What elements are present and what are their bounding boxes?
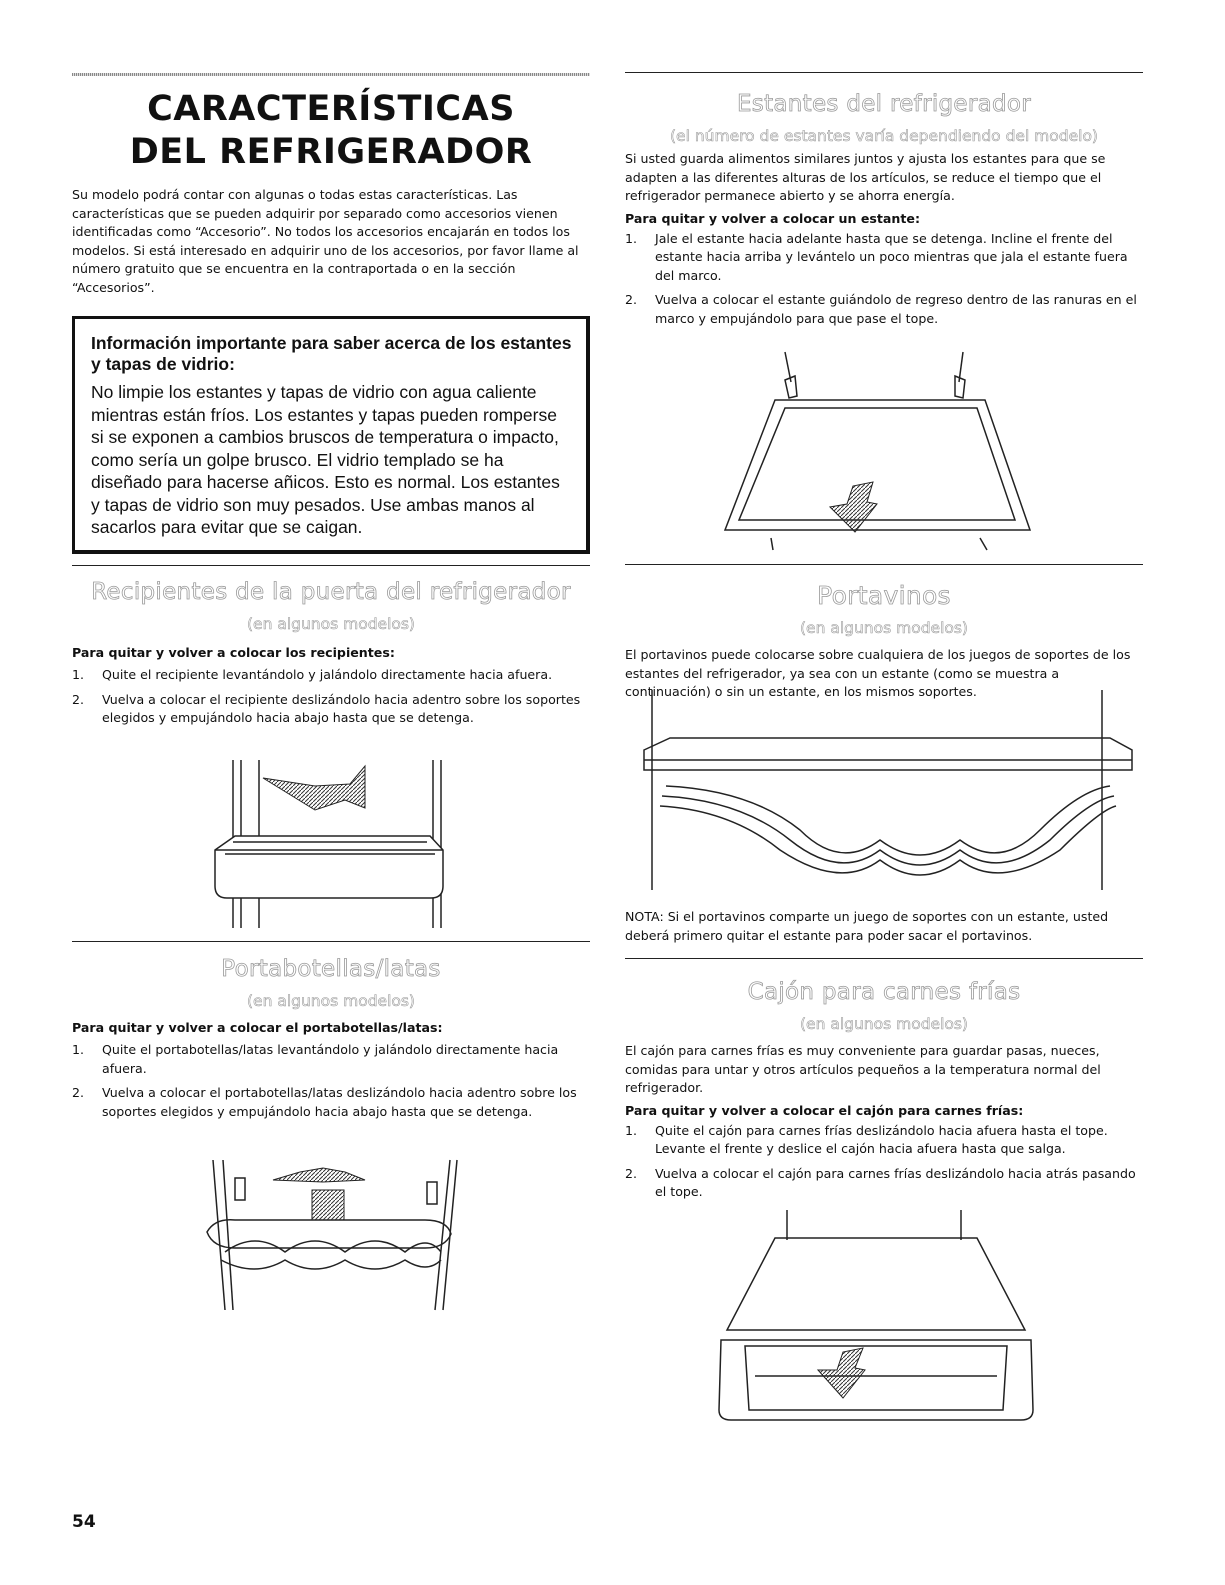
arrow-icon	[830, 482, 877, 532]
list-item: 2. Vuelva a colocar el portabotellas/latas deslizándolo hacia adentro sobre los soportes elegidos y empujándolo hacia abajo hasta que se detenga.	[72, 1085, 577, 1119]
page-title-line1: CARACTERÍSTICAS	[147, 89, 515, 129]
note-text: Si el portavinos comparte un juego de soportes con un estante, usted deberá primero quitar el estante para poder sacar el portavinos.	[625, 909, 1109, 943]
arrow-icon	[273, 1168, 365, 1182]
wine-rack-note	[625, 908, 1143, 945]
arrow-icon	[818, 1348, 865, 1398]
intro-paragraph: Su modelo podrá contar con algunas o todas estas características. Las características que se pueden adquirir por separado como accesorios vienen identificadas como “Accesorio”. No todos los accesorios encajarán en todos los modelos. Si está interesado en adquirir uno de los accesorios, por favor llame al número gratuito que se encuentra en la contraportada o en la sección “Accesorios”.	[72, 187, 579, 295]
info-box-heading: Información importante para saber acerca de los estantes y tapas de vidrio:	[91, 333, 572, 374]
list-item: 2. Vuelva a colocar el estante guiándolo de regreso dentro de las ranuras en el marco y empujándolo para que pase el tope.	[625, 292, 1137, 326]
door-bins-rule	[72, 565, 590, 566]
can-rack-heading: Para quitar y volver a colocar el portabotellas/latas:	[72, 1020, 443, 1035]
deli-drawer-illustration	[715, 1210, 1045, 1440]
list-item: 2. Vuelva a colocar el cajón para carnes frías deslizándolo hacia atrás pasando el tope.	[625, 1165, 1136, 1199]
deli-drawer-subtitle: (en algunos modelos)	[800, 1015, 968, 1033]
shelves-subtitle: (el número de estantes varía dependiendo del modelo)	[670, 127, 1098, 145]
shelf-illustration	[705, 352, 1050, 552]
wine-rack-illustration	[640, 690, 1140, 890]
shelves-steps	[625, 230, 1143, 329]
can-rack-rule	[72, 941, 590, 942]
list-item: 1. Quite el portabotellas/latas levantándolo y jalándolo directamente hacia afuera.	[72, 1042, 559, 1076]
can-rack-steps	[72, 1041, 590, 1121]
shelves-section	[625, 90, 1143, 334]
list-item: 1. Quite el recipiente levantándolo y jalándolo directamente hacia afuera.	[72, 667, 553, 682]
can-rack-title: Portabotellas/latas	[221, 956, 441, 982]
wine-rack-subtitle: (en algunos modelos)	[800, 619, 968, 637]
page-number: 54	[72, 1512, 96, 1532]
deli-drawer-section	[625, 978, 1143, 1208]
door-bins-heading: Para quitar y volver a colocar los recipientes:	[72, 645, 395, 660]
door-bins-section	[72, 578, 590, 734]
list-item: 1. Jale el estante hacia adelante hasta que se detenga. Incline el frente del estante hacia arriba y levántelo un poco mientras que jala el estante fuera del marco.	[625, 230, 1128, 283]
deli-drawer-title: Cajón para carnes frías	[747, 979, 1021, 1005]
wine-rack-title: Portavinos	[817, 581, 951, 610]
shelves-heading: Para quitar y volver a colocar un estante:	[625, 210, 920, 226]
shelves-title: Estantes del refrigerador	[736, 91, 1032, 117]
page-title-line2: DEL REFRIGERADOR	[129, 132, 533, 172]
can-rack-subtitle: (en algunos modelos)	[247, 992, 415, 1010]
door-bin-illustration	[205, 758, 445, 928]
can-rack-section	[72, 955, 590, 1127]
info-box-text: No limpie los estantes y tapas de vidrio con agua caliente mientras están fríos. Los estantes y tapas pueden romperse si se exponen a cambios bruscos de temperatura o impacto, como sería un golpe brusco. El vidrio templado se ha diseñado para hacerse añicos. Esto es normal. Los estantes y tapas de vidrio son muy pesados. Use ambas manos al sacarlos para evitar que se caigan.	[91, 382, 560, 537]
shelves-text: Si usted guarda alimentos similares juntos y ajusta los estantes para que se adapten a las diferentes alturas de los artículos, se reduce el tiempo que el refrigerador permanece abierto y se ahorra energía.	[625, 151, 1106, 203]
wine-rack-section	[625, 582, 1143, 702]
door-bins-title: Recipientes de la puerta del refrigerador	[91, 579, 571, 605]
deli-drawer-text: El cajón para carnes frías es muy conveniente para guardar pasas, nueces, comidas para untar y otros artículos pequeños a la temperatura normal del refrigerador.	[625, 1043, 1101, 1095]
door-bins-steps	[72, 666, 590, 728]
top-rule-left	[72, 73, 590, 76]
list-item: 1. Quite el cajón para carnes frías deslizándolo hacia afuera hasta el tope. Levante el frente y deslice el cajón hacia afuera hasta que salga.	[625, 1122, 1108, 1156]
deli-drawer-heading: Para quitar y volver a colocar el cajón para carnes frías:	[625, 1102, 1024, 1118]
wine-rack-rule	[625, 564, 1143, 565]
door-bins-subtitle: (en algunos modelos)	[247, 615, 415, 633]
deli-drawer-rule	[625, 958, 1143, 959]
can-rack-illustration	[195, 1160, 465, 1315]
wine-rack-text: El portavinos puede colocarse sobre cualquiera de los juegos de soportes de los estantes del refrigerador, ya sea con un estante (como se muestra a continuación) o sin un estante, en los mismos soportes.	[625, 647, 1131, 699]
note-label: NOTA:	[625, 909, 664, 924]
page-title	[72, 88, 590, 174]
arrow-icon	[263, 766, 365, 810]
deli-drawer-steps	[625, 1122, 1143, 1202]
list-item: 2. Vuelva a colocar el recipiente deslizándolo hacia adentro sobre los soportes elegidos y empujándolo hacia abajo hasta que se detenga.	[72, 691, 581, 725]
glass-shelf-info-box	[72, 316, 590, 554]
top-rule-right	[625, 72, 1143, 73]
